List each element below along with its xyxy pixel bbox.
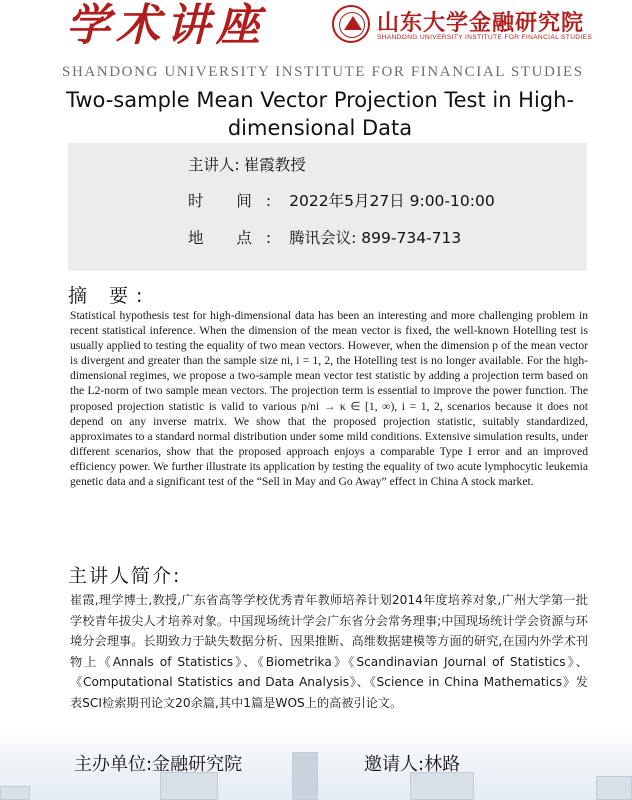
time-value: 2022年5月27日 9:00-10:00 [289, 192, 495, 210]
university-seal-icon [332, 5, 370, 43]
speaker-label: 主讲人: [188, 156, 240, 174]
abstract-heading: 摘 要: [68, 285, 151, 307]
building-shape [160, 772, 218, 800]
abstract-text: Statistical hypothesis test for high-dimensional data has been an interesting and more challenging problem in recent statistical inference. When the dimension of the mean vector is fixed, the well-known Hotelling test is usually applied to testing the equality of two mean vectors. However, when the dimension p of the mean vector is divergent and greater than the sample size ni, i = 1, 2, the Hotelling test is no longer available. For the high-dimensional regimes, we propose a two-sample mean vector test statistic by adding a projection term based on the L2-norm of two sample mean vectors. The projection term is essential to improve the power function. The proposed projection statistic is valid to various p/ni → κ ∈ [1, ∞), i = 1, 2, scenarios because it does not depend on any inverse matrix. We show that the proposed projection statistic, suitably standardized, approximates to a standard normal distribution under some mild conditions. Extensive simulation results, under different scenarios, show that the proposed approach enjoys a comparable Type I error and an improved efficiency power. We further illustrate its application by testing the equality of two acute lymphocytic leukemia genetic data and a significant test of the “Sell in May and Go Away” effect in China A stock market. [70, 309, 588, 489]
talk-title: Two-sample Mean Vector Projection Test in High-dimensional Data [65, 88, 575, 140]
banner-title: 学术讲座 [66, 0, 266, 51]
institute-name-cn: 山东大学金融研究院 [377, 10, 585, 36]
institute-name-en: SHANDONG UNIVERSITY INSTITUTE FOR FINANCIAL STUDIES [62, 64, 584, 80]
host-label: 主办单位: [74, 754, 153, 775]
speaker-value: 崔霞教授 [243, 156, 306, 174]
tower-shape [292, 752, 318, 800]
place-line [188, 226, 461, 248]
building-shape [410, 772, 474, 800]
host-line [74, 750, 242, 776]
speaker-line [188, 153, 306, 175]
speaker-bio-text: 崔霞,理学博士,教授,广东省高等学校优秀青年教师培养计划2014年度培养对象,广州大学第一批学校青年拔尖人才培养对象。中国现场统计学会广东省分会常务理事;中国现场统计学会资源与环境分会理事。长期致力于缺失数据分析、因果推断、高维数据建模等方面的研究,在国内外学术刊物上《Annals of Statistics》、《Biometrika》《Scandinavian Journal of Statistics》、《Computational Statistics and Data Analysis》、《Science in China Mathematics》发表SCI检索期刊论文20余篇,其中1篇是WOS上的高被引论文。 [70, 593, 588, 710]
building-shape [0, 786, 30, 800]
poster-header [0, 0, 632, 64]
inviter-line [364, 750, 460, 776]
time-label: 时 间: [188, 192, 286, 210]
institute-name-en-small: SHANDONG UNIVERSITY INSTITUTE FOR FINANCIAL STUDIES [377, 34, 593, 41]
place-value: 腾讯会议: 899-734-713 [289, 229, 462, 247]
inviter-value: 林路 [424, 754, 461, 775]
building-shape [596, 776, 632, 800]
speaker-bio-heading: 主讲人简介: [68, 565, 182, 587]
host-value: 金融研究院 [152, 754, 243, 775]
talk-info-box [68, 143, 587, 271]
inviter-label: 邀请人: [364, 754, 425, 775]
place-label: 地 点: [188, 229, 286, 247]
time-line [188, 189, 495, 211]
